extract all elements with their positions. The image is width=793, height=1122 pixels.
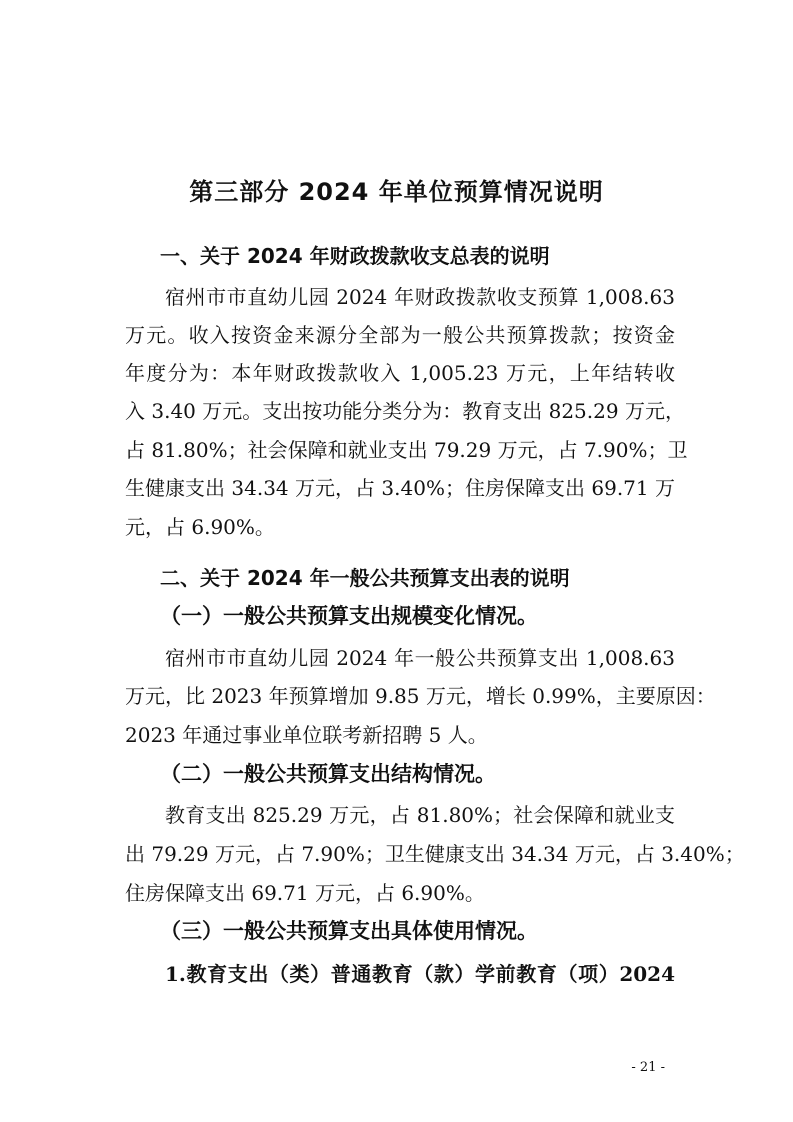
page-title: 第三部分 2024 年单位预算情况说明: [189, 178, 604, 206]
subsection1-line: 宿州市市直幼儿园 2024 年一般公共预算支出 1,008.63: [165, 646, 675, 670]
subsection2-heading: （二）一般公共预算支出结构情况。: [160, 761, 496, 786]
section1-line: 万元。收入按资金来源分全部为一般公共预算拨款；按资金: [125, 323, 675, 347]
subsection1-line: 万元，比 2023 年预算增加 9.85 万元，增长 0.99%，主要原因：: [125, 684, 716, 708]
section1-heading: 一、关于 2024 年财政拨款收支总表的说明: [160, 244, 550, 268]
subsection1-line: 2023 年通过事业单位联考新招聘 5 人。: [125, 723, 488, 747]
section1-line: 宿州市市直幼儿园 2024 年财政拨款收支预算 1,008.63: [165, 285, 675, 309]
section1-line: 元，占 6.90%。: [125, 515, 275, 539]
section2-heading: 二、关于 2024 年一般公共预算支出表的说明: [160, 566, 570, 590]
subsection2-line: 教育支出 825.29 万元，占 81.80%；社会保障和就业支: [165, 803, 675, 827]
section1-line: 年度分为：本年财政拨款收入 1,005.23 万元，上年结转收: [125, 361, 675, 385]
subsection3-heading: （三）一般公共预算支出具体使用情况。: [160, 918, 538, 943]
subsection3-line: 1.教育支出（类）普通教育（款）学前教育（项）2024: [165, 962, 675, 986]
section1-line: 占 81.80%；社会保障和就业支出 79.29 万元，占 7.90%；卫: [125, 438, 688, 462]
section1-line: 生健康支出 34.34 万元，占 3.40%；住房保障支出 69.71 万: [125, 476, 675, 500]
page-number: - 21 -: [631, 1060, 665, 1075]
subsection1-heading: （一）一般公共预算支出规模变化情况。: [160, 603, 538, 628]
subsection2-line: 出 79.29 万元，占 7.90%；卫生健康支出 34.34 万元，占 3.40%；: [125, 842, 745, 866]
subsection2-line: 住房保障支出 69.71 万元，占 6.90%。: [125, 881, 485, 905]
section1-line: 入 3.40 万元。支出按功能分类分为：教育支出 825.29 万元，: [125, 399, 685, 423]
